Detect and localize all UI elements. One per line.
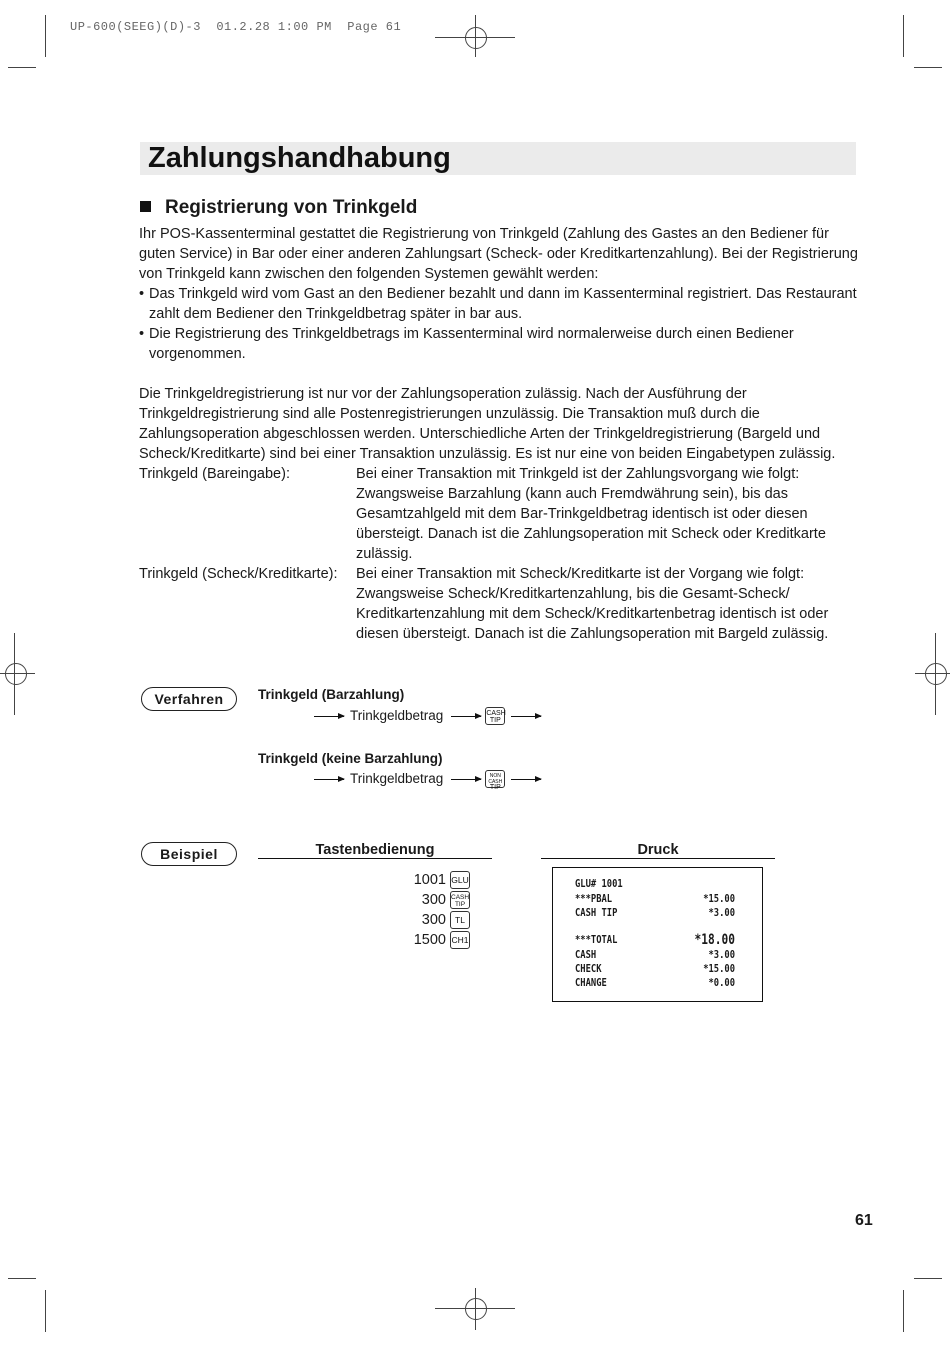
cash-tip-key bbox=[450, 891, 470, 909]
receipt-label: CASH bbox=[575, 948, 597, 961]
key-label: CASH bbox=[486, 710, 506, 717]
receipt-label: ***TOTAL bbox=[575, 933, 618, 946]
rules-block bbox=[139, 384, 859, 644]
arrow-icon bbox=[314, 779, 344, 780]
rules-paragraph: Die Trinkgeldregistrierung ist nur vor der Zahlungsoperation zulässig. Nach der Ausführung der Trinkgeldregistrierung sind alle Postenregistrierungen unzulässig. Die Transaktion muß durch die Zahlungsoperation abgeschlossen werden. Unterschiedliche Arten der Trinkgeldregistrierung (Bargeld und Scheck/Kreditkarte) sind bei einer Transaktion unzulässig. Es ist nur eine von beiden Eingabetypen zulässig. bbox=[139, 386, 836, 462]
procedure-cash-flow bbox=[314, 707, 541, 725]
key-label: TIP bbox=[489, 717, 501, 724]
definition-cash bbox=[139, 464, 859, 564]
receipt-label: CASH TIP bbox=[575, 906, 618, 919]
key-label: CASH bbox=[451, 894, 470, 902]
procedure-step: Trinkgeldbetrag bbox=[350, 708, 444, 723]
procedure-step: Trinkgeldbetrag bbox=[350, 771, 444, 786]
glu-key: GLU bbox=[450, 871, 470, 889]
procedure-cash-title: Trinkgeld (Barzahlung) bbox=[258, 687, 405, 702]
key-op-value: 300 bbox=[421, 892, 446, 908]
receipt-line bbox=[575, 933, 735, 947]
key-op-row bbox=[380, 910, 470, 930]
definition-desc: Bei einer Transaktion mit Trinkgeld ist der Zahlungsvorgang wie folgt: Zwangsweise Barzahlung (kann auch Fremdwährung sein), bis das Gesamtzahlgeld mit dem Bar-Trinkgeldbetrag identisch ist oder diesen übersteigt. Danach ist die Zahlungsoperation mit Scheck oder Kreditkarte zulässig. bbox=[356, 466, 826, 562]
receipt-label: CHECK bbox=[575, 962, 602, 975]
page-title: Zahlungshandhabung bbox=[148, 142, 451, 174]
key-op-row bbox=[380, 890, 470, 910]
intro-block bbox=[139, 224, 859, 364]
arrow-icon bbox=[511, 779, 541, 780]
page-number: 61 bbox=[855, 1212, 873, 1229]
key-operations bbox=[380, 870, 470, 950]
receipt-value: *3.00 bbox=[708, 948, 735, 961]
example-badge: Beispiel bbox=[141, 842, 237, 866]
key-label: TIP bbox=[489, 784, 501, 791]
receipt-value: *3.00 bbox=[708, 906, 735, 919]
receipt-label: CHANGE bbox=[575, 976, 607, 989]
keys-column-rule bbox=[258, 858, 492, 859]
intro-paragraph: Ihr POS-Kassenterminal gestattet die Registrierung von Trinkgeld (Zahlung des Gastes an den Bediener für guten Service) in Bar oder einer anderen Zahlungsart (Scheck- oder Kreditkartenzahlung). Bei der Registrierung von Trinkgeld kann zwischen den folgenden Systemen gewählt werden: bbox=[139, 226, 858, 282]
cash-tip-key bbox=[485, 707, 505, 725]
square-bullet-icon bbox=[140, 201, 151, 212]
arrow-icon bbox=[511, 716, 541, 717]
key-op-value: 300 bbox=[421, 912, 446, 928]
keys-column-header: Tastenbedienung bbox=[315, 842, 435, 858]
receipt-value: *15.00 bbox=[703, 962, 735, 975]
procedure-noncash-flow bbox=[314, 770, 541, 791]
print-column-header: Druck bbox=[637, 842, 679, 858]
key-op-value: 1001 bbox=[413, 872, 446, 888]
receipt-line bbox=[575, 877, 735, 891]
page-title-bar bbox=[140, 142, 856, 175]
non-cash-tip-key bbox=[485, 770, 505, 791]
receipt-line bbox=[575, 976, 735, 990]
print-column-rule bbox=[541, 858, 775, 859]
bullet-item: • Das Trinkgeld wird vom Gast an den Bediener bezahlt und dann im Kassenterminal registriert. Das Restaurant zahlt dem Bediener den Trinkgeldbetrag später in bar aus. bbox=[139, 284, 859, 324]
receipt-printout bbox=[552, 867, 763, 1002]
procedure-badge: Verfahren bbox=[141, 687, 237, 711]
definition-term: Trinkgeld (Scheck/Kreditkarte): bbox=[139, 566, 338, 582]
receipt-value: *0.00 bbox=[708, 976, 735, 989]
key-op-row bbox=[380, 870, 470, 890]
receipt-label: GLU# 1001 bbox=[575, 877, 623, 890]
ch1-key: CH1 bbox=[450, 931, 470, 949]
key-op-row bbox=[380, 930, 470, 950]
key-op-value: 1500 bbox=[413, 932, 446, 948]
receipt-line bbox=[575, 906, 735, 920]
receipt-line bbox=[575, 948, 735, 962]
tl-key: TL bbox=[450, 911, 470, 929]
receipt-value: *18.00 bbox=[694, 932, 735, 948]
key-label: NON CASH bbox=[488, 773, 503, 785]
bullet-item: • Die Registrierung des Trinkgeldbetrags im Kassenterminal wird normalerweise durch einen Bediener vorgenommen. bbox=[139, 324, 859, 364]
definition-term: Trinkgeld (Bareingabe): bbox=[139, 466, 290, 482]
arrow-icon bbox=[451, 779, 481, 780]
section-title: Registrierung von Trinkgeld bbox=[165, 197, 418, 218]
arrow-icon bbox=[451, 716, 481, 717]
section-heading bbox=[140, 196, 417, 220]
procedure-noncash-title: Trinkgeld (keine Barzahlung) bbox=[258, 751, 443, 766]
print-header: UP-600(SEEG)(D)-3 01.2.28 1:00 PM Page 61 bbox=[70, 20, 402, 34]
receipt-value: *15.00 bbox=[703, 892, 735, 905]
arrow-icon bbox=[314, 716, 344, 717]
definition-desc: Bei einer Transaktion mit Scheck/Kreditkarte ist der Vorgang wie folgt: Zwangsweise Scheck/Kreditkartenzahlung, bis die Gesamt-Scheck/ Kreditkartenzahlung mit dem Scheck/Kreditkartenbetrag identisch ist oder diesen übersteigt. Danach ist die Zahlungsoperation mit Bargeld zulässig. bbox=[356, 566, 829, 642]
receipt-line bbox=[575, 962, 735, 976]
receipt-label: ***PBAL bbox=[575, 892, 613, 905]
receipt-line bbox=[575, 892, 735, 906]
definition-noncash bbox=[139, 564, 859, 644]
key-label: TIP bbox=[454, 901, 466, 909]
